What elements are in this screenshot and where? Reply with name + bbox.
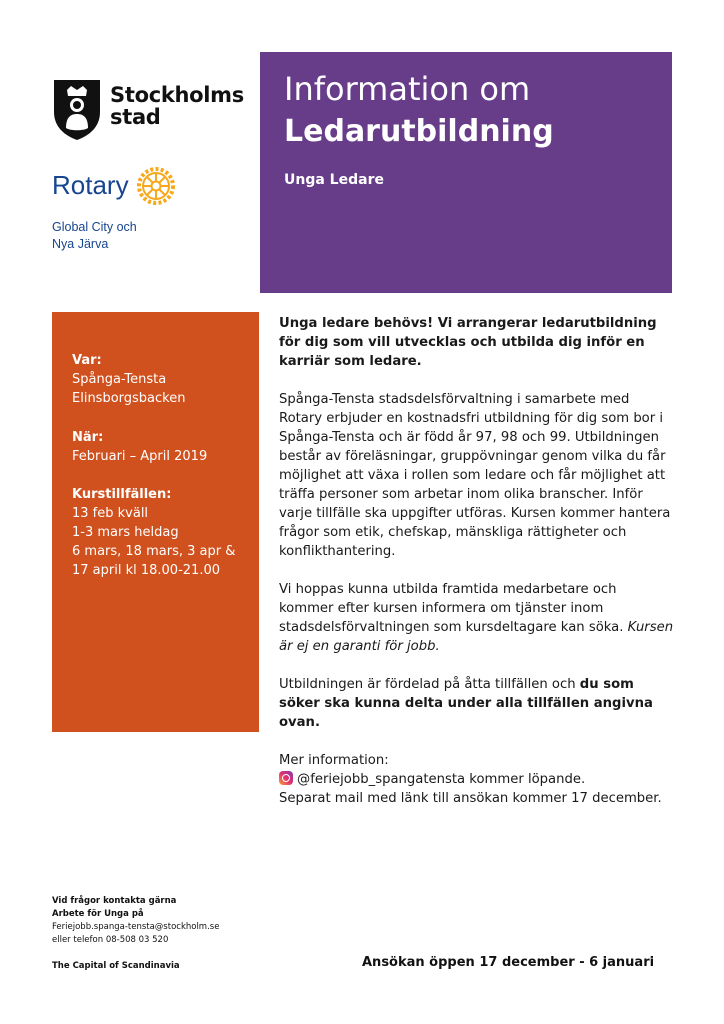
- intro-paragraph: Unga ledare behövs! Vi arrangerar ledarutbildning för dig som vill utvecklas och utbilda dig inför en karriär som ledare.: [279, 316, 657, 369]
- more-info-label: Mer information:: [279, 753, 389, 768]
- application-period: Ansökan öppen 17 december - 6 januari: [362, 955, 655, 970]
- future-text: Vi hoppas kunna utbilda framtida medarbetare och kommer efter kursen informera om tjänster inom stadsdelsförvaltningen som kursdeltagare kan söka.: [279, 582, 624, 635]
- rotary-club-line2: Nya Järva: [52, 237, 109, 251]
- rotary-club-line1: Global City och: [52, 220, 137, 234]
- contact-phone: eller telefon 08-508 03 520: [52, 935, 169, 945]
- sessions-label: Kurstillfällen:: [72, 487, 172, 502]
- where-line2: Elinsborgsbacken: [72, 391, 186, 406]
- instagram-icon: [279, 771, 293, 785]
- instagram-line: [279, 770, 674, 789]
- when-label: När:: [72, 430, 104, 445]
- session-item: 6 mars, 18 mars, 3 apr &: [72, 544, 236, 559]
- where-label: Var:: [72, 353, 102, 368]
- attendance-text: Utbildningen är fördelad på åtta tillfällen och: [279, 677, 580, 692]
- main-content: [279, 314, 674, 808]
- stockholm-line1: Stockholms: [110, 83, 244, 107]
- attendance-requirement: du som söker ska kunna delta under alla tillfällen angivna ovan.: [279, 677, 653, 730]
- page-title-line1: Information om: [284, 70, 531, 108]
- future-paragraph: [279, 580, 674, 656]
- rotary-wheel-icon: [136, 166, 176, 206]
- contact-email[interactable]: Feriejobb.spanga-tensta@stockholm.se: [52, 922, 220, 932]
- session-item: 17 april kl 18.00-21.00: [72, 563, 220, 578]
- attendance-paragraph: [279, 675, 674, 732]
- page-title-line2: Ledarutbildning: [284, 114, 554, 149]
- stockholm-line2: stad: [110, 105, 161, 129]
- contact-line1: Vid frågor kontakta gärna: [52, 896, 177, 906]
- footer-tagline: The Capital of Scandinavia: [52, 961, 180, 971]
- footer-contact: [52, 895, 219, 947]
- when-value: Februari – April 2019: [72, 449, 208, 464]
- where-block: [72, 351, 252, 408]
- page-subtitle: Unga Ledare: [284, 172, 384, 188]
- sessions-block: [72, 485, 252, 580]
- rotary-club-name: [52, 219, 137, 253]
- where-line1: Spånga-Tensta: [72, 372, 167, 387]
- description-paragraph: Spånga-Tensta stadsdelsförvaltning i samarbete med Rotary erbjuder en kostnadsfri utbildning för dig som bor i Spånga-Tensta och är född år 97, 98 och 99. Utbildningen består av föreläsningar, gruppövningar genom vilka du får möjlighet att växa i rollen som ledare och får möjlighet att träffa personer som arbetar inom olika branscher. Inför varje tillfälle ska uppgifter utföras. Kursen kommer hantera frågor som etik, chefskap, mänskliga rättigheter och konflikthantering.: [279, 392, 671, 559]
- stockholm-logo-text: [110, 84, 244, 128]
- mail-note: Separat mail med länk till ansökan kommer 17 december.: [279, 791, 662, 806]
- session-item: 13 feb kväll: [72, 506, 149, 521]
- instagram-handle[interactable]: @feriejobb_spangatensta kommer löpande.: [297, 772, 586, 787]
- session-item: 1-3 mars heldag: [72, 525, 179, 540]
- contact-line2: Arbete för Unga på: [52, 909, 144, 919]
- no-guarantee-note: Kursen är ej en garanti för jobb.: [279, 620, 674, 654]
- rotary-logo-text: Rotary: [52, 170, 129, 200]
- when-block: [72, 428, 252, 466]
- stockholm-crown-shield-icon: [52, 78, 102, 142]
